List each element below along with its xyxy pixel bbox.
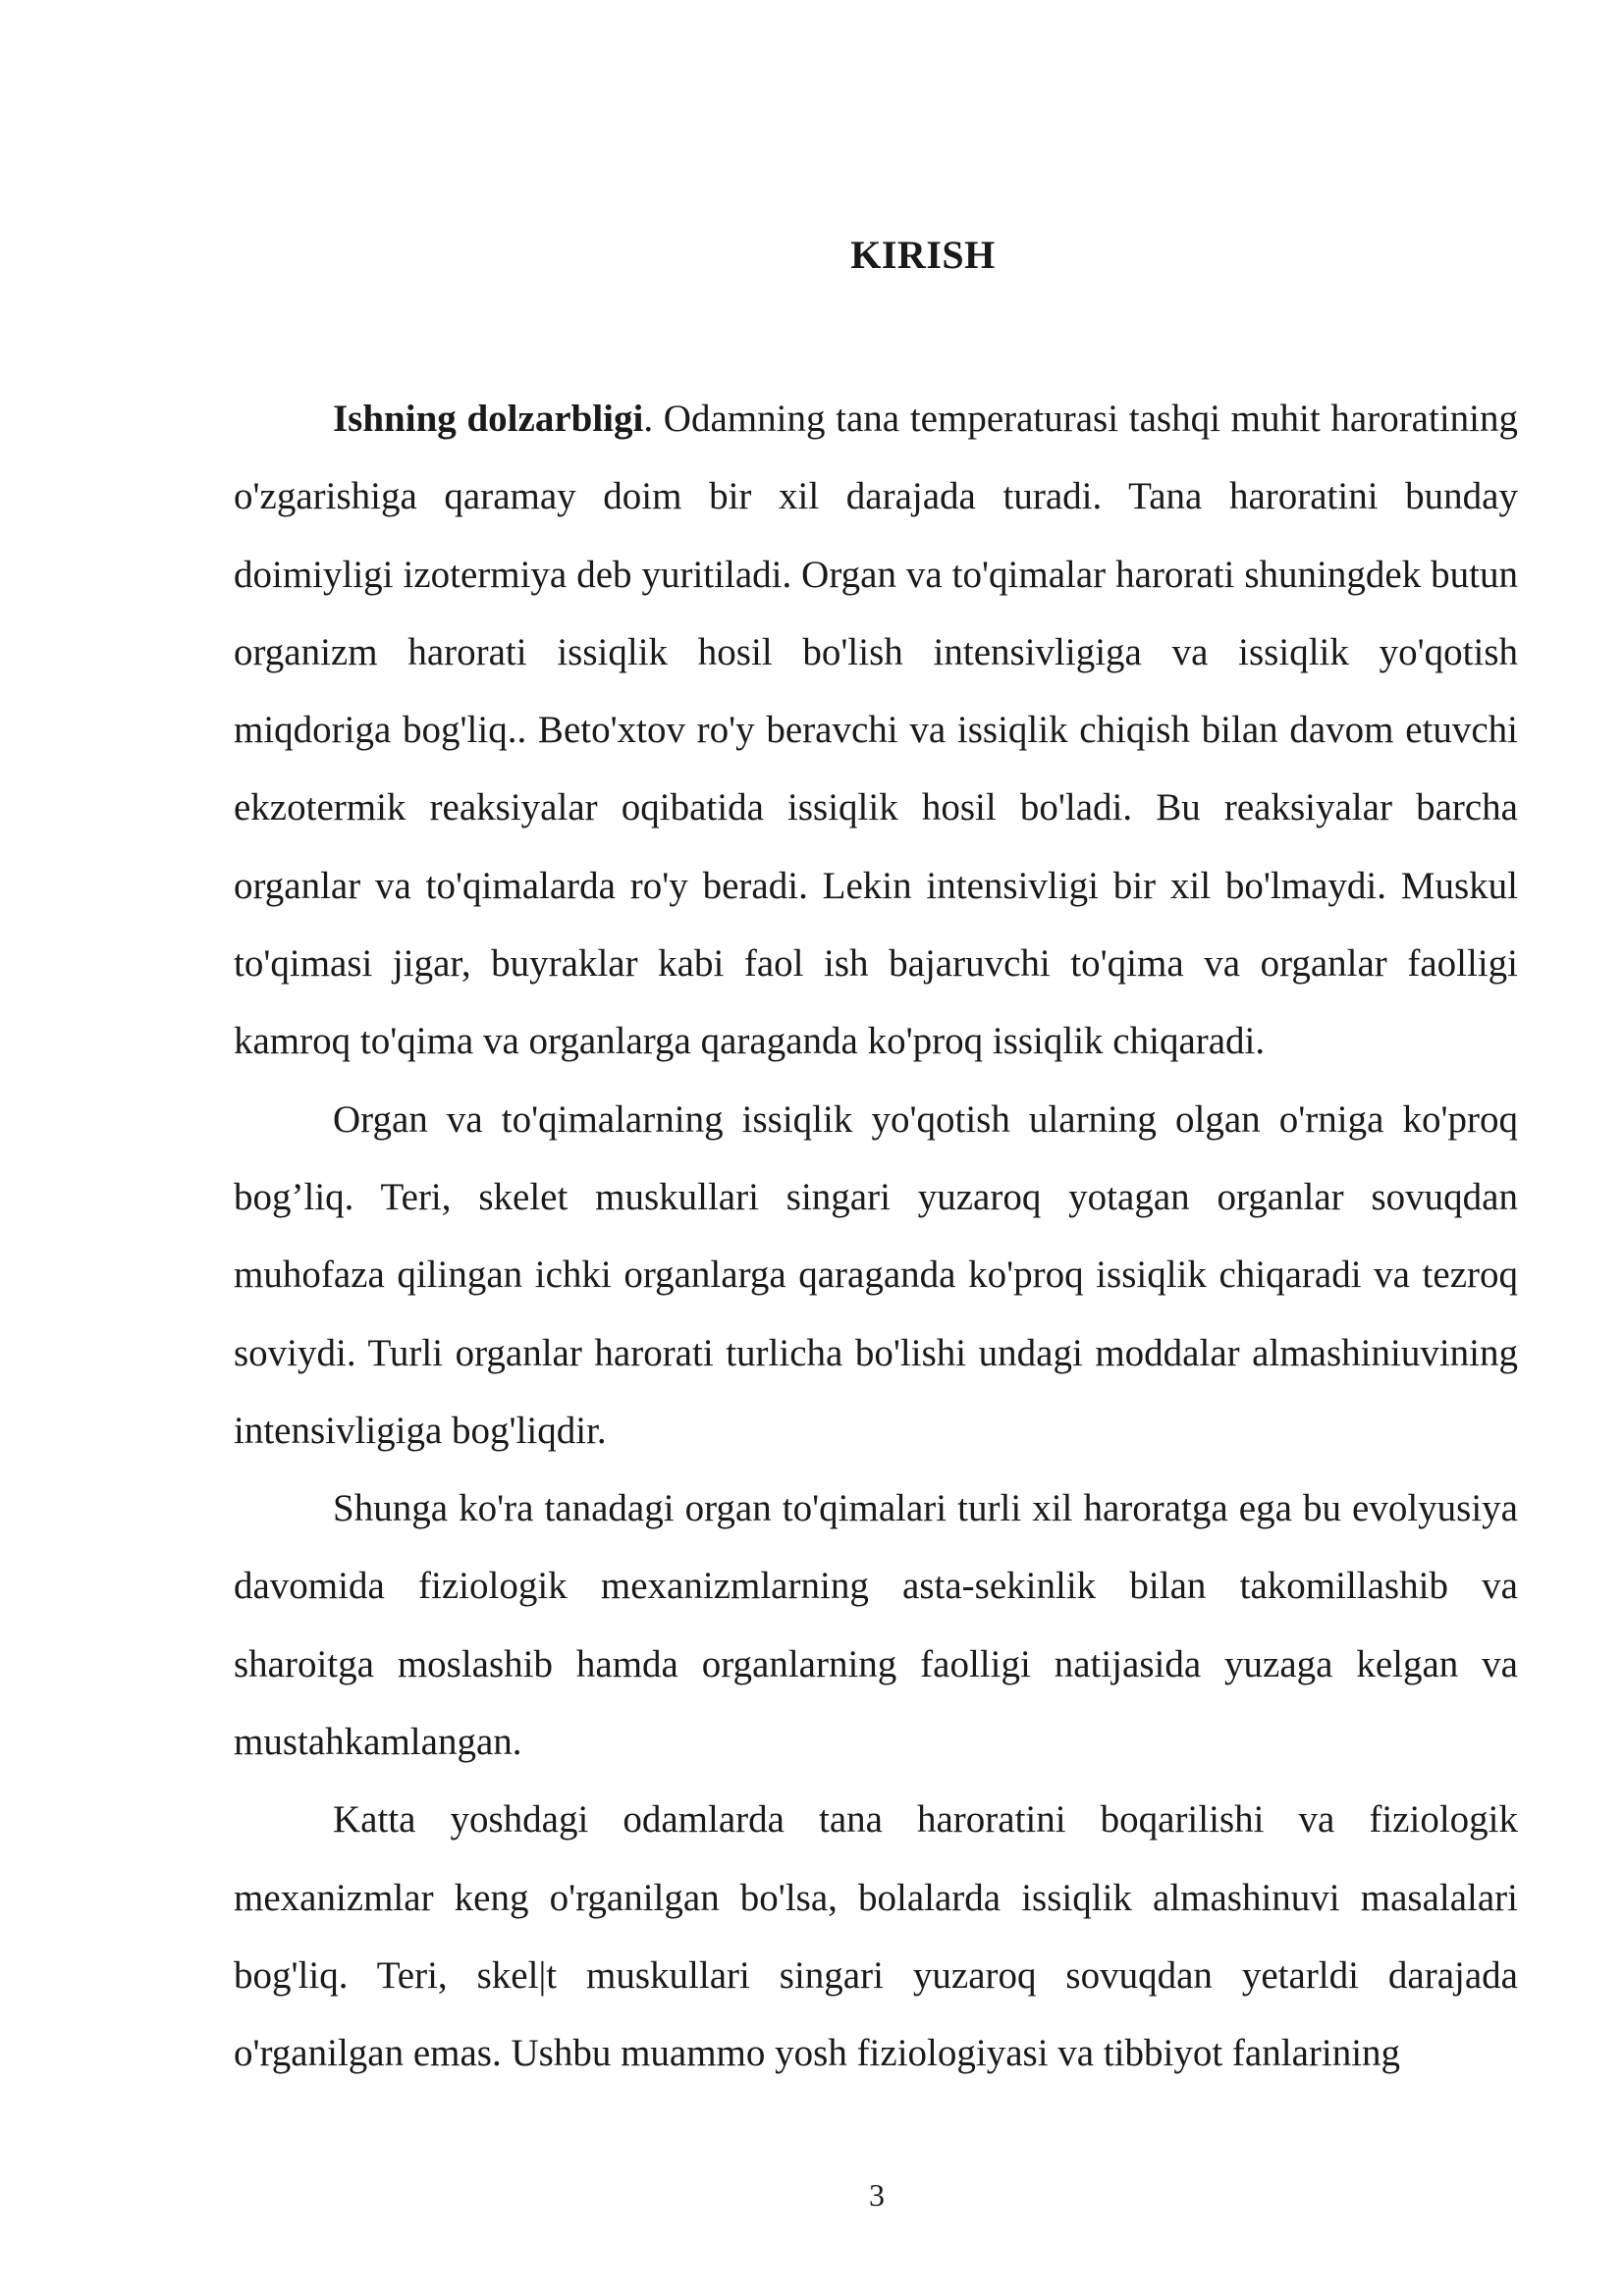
page-number: 3 — [869, 2177, 885, 2213]
paragraph-text: . Odamning tana temperaturasi tashqi muhit haroratining o'zgarishiga qaramay doim bir xil darajada turadi. Tana haroratini bunday doimiyligi izotermiya deb yuritiladi. Organ va to'qimalar harorati shuningdek butun organizm harorati issiqlik hosil bo'lish intensivligiga va issiqlik yo'qotish miqdoriga bog'liq.. Beto'xtov ro'y beravchi va issiqlik chiqish bilan davom etuvchi ekzotermik reaksiyalar oqibatida issiqlik hosil bo'ladi. Bu reaksiyalar barcha organlar va to'qimalarda ro'y beradi. Lekin intensivligi bir xil bo'lmaydi. Muskul to'qimasi jigar, buyraklar kabi faol ish bajaruvchi to'qima va organlar faolligi kamroq to'qima va organlarga qaraganda ko'proq issiqlik chiqaradi. — [234, 398, 1518, 1063]
section-title: KIRISH — [850, 233, 996, 277]
paragraph-children: Katta yoshdagi odamlarda tana haroratini boqarilishi va fiziologik mexanizmlar keng o'rganilgan bo'lsa, bolalarda issiqlik almashinuvi masalalari bog'liq. Teri, skel|t muskullari singari yuzaroq sovuqdan yetarldi darajada o'rganilgan emas. Ushbu muammo yosh fiziologiyasi va tibbiyot fanlarining — [234, 1798, 1518, 2075]
body-text — [234, 380, 1518, 2093]
paragraph-relevance — [234, 380, 1518, 1081]
paragraph-heat-loss: Organ va to'qimalarning issiqlik yo'qotish ularning olgan o'rniga ko'proq bog’liq. Teri, skelet muskullari singari yuzaroq yotagan organlar sovuqdan muhofaza qilingan ichki organlarga qaraganda ko'proq issiqlik chiqaradi va tezroq soviydi. Turli organlar harorati turlicha bo'lishi undagi moddalar almashiniuvining intensivligiga bog'liqdir. — [234, 1097, 1518, 1452]
paragraph-evolution: Shunga ko'ra tanadagi organ to'qimalari turli xil haroratga ega bu evolyusiya davomida fiziologik mexanizmlarning asta-sekinlik bilan takomillashib va sharoitga moslashib hamda organlarning faolligi natijasida yuzaga kelgan va mustahkamlangan. — [234, 1487, 1518, 1764]
paragraph-lead: Ishning dolzarbligi — [333, 398, 644, 440]
